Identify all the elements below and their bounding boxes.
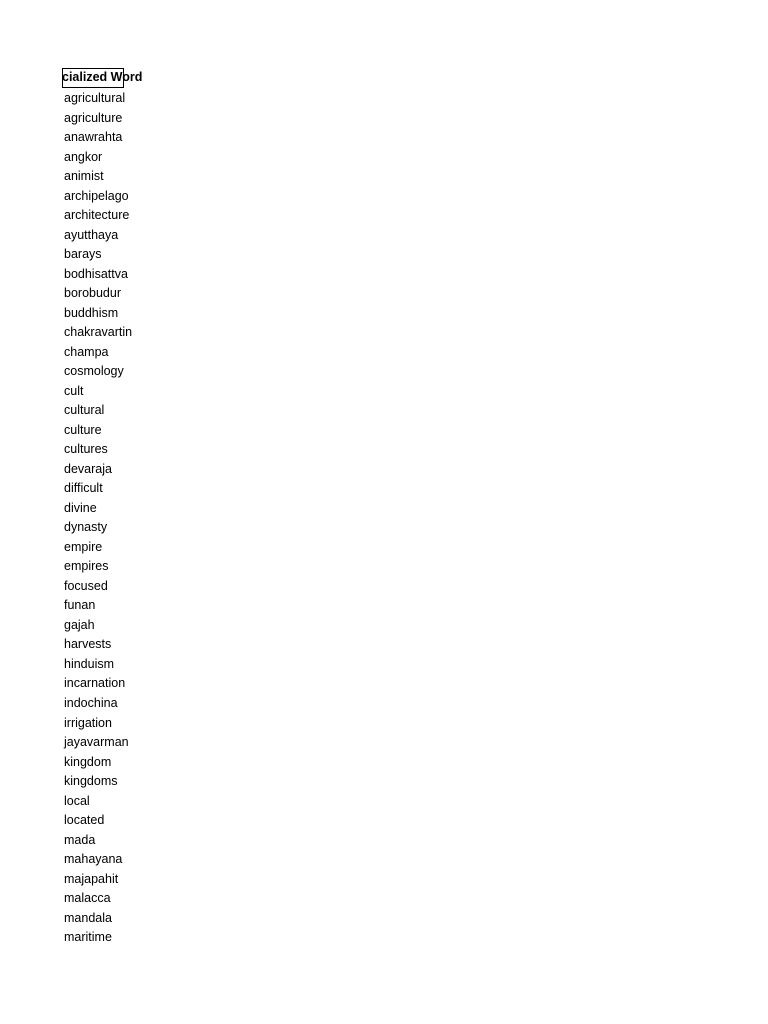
word-cell[interactable]: agriculture [64,110,123,125]
word-cell[interactable]: funan [64,598,96,613]
word-cell[interactable]: champa [64,344,109,359]
word-cell[interactable]: barays [64,247,102,262]
word-cell[interactable]: archipelago [64,188,129,203]
word-cell[interactable]: divine [64,500,97,515]
word-cell[interactable]: cosmology [64,364,124,379]
word-cell[interactable]: buddhism [64,305,119,320]
word-cell[interactable]: chakravartin [64,325,133,340]
word-cell[interactable]: bodhisattva [64,266,128,281]
word-cell[interactable]: culture [64,422,102,437]
word-cell[interactable]: local [64,793,90,808]
word-cell[interactable]: irrigation [64,715,112,730]
word-cell[interactable]: angkor [64,149,103,164]
column-header-text: cialized Word [62,70,143,84]
word-cell[interactable]: difficult [64,481,103,496]
word-cell[interactable]: majapahit [64,871,119,886]
word-cell[interactable]: architecture [64,208,130,223]
word-cell[interactable]: hinduism [64,656,115,671]
word-cell[interactable]: malacca [64,891,111,906]
selected-cell-outline[interactable] [62,68,124,88]
word-cell[interactable]: indochina [64,695,118,710]
word-cell[interactable]: mandala [64,910,112,925]
word-cell[interactable]: cultural [64,403,105,418]
word-cell[interactable]: empires [64,559,109,574]
word-cell[interactable]: jayavarman [64,735,129,750]
word-cell[interactable]: ayutthaya [64,227,119,242]
word-cell[interactable]: harvests [64,637,112,652]
word-cell[interactable]: incarnation [64,676,126,691]
word-cell[interactable]: empire [64,539,103,554]
word-cell[interactable]: dynasty [64,520,108,535]
word-cell[interactable]: anawrahta [64,130,123,145]
word-cell[interactable]: mada [64,832,96,847]
word-cell[interactable]: devaraja [64,461,112,476]
word-cell[interactable]: cult [64,383,84,398]
word-cell[interactable]: kingdom [64,754,112,769]
word-cell[interactable]: mahayana [64,852,123,867]
word-cell[interactable]: located [64,813,105,828]
word-cell[interactable]: animist [64,169,104,184]
word-cell[interactable]: agricultural [64,91,126,105]
word-cell[interactable]: maritime [64,930,112,945]
word-list [64,89,132,948]
word-cell[interactable]: cultures [64,442,108,457]
word-cell[interactable]: kingdoms [64,774,118,789]
word-cell[interactable]: borobudur [64,286,121,301]
word-cell[interactable]: gajah [64,617,95,632]
word-cell[interactable]: focused [64,578,108,593]
